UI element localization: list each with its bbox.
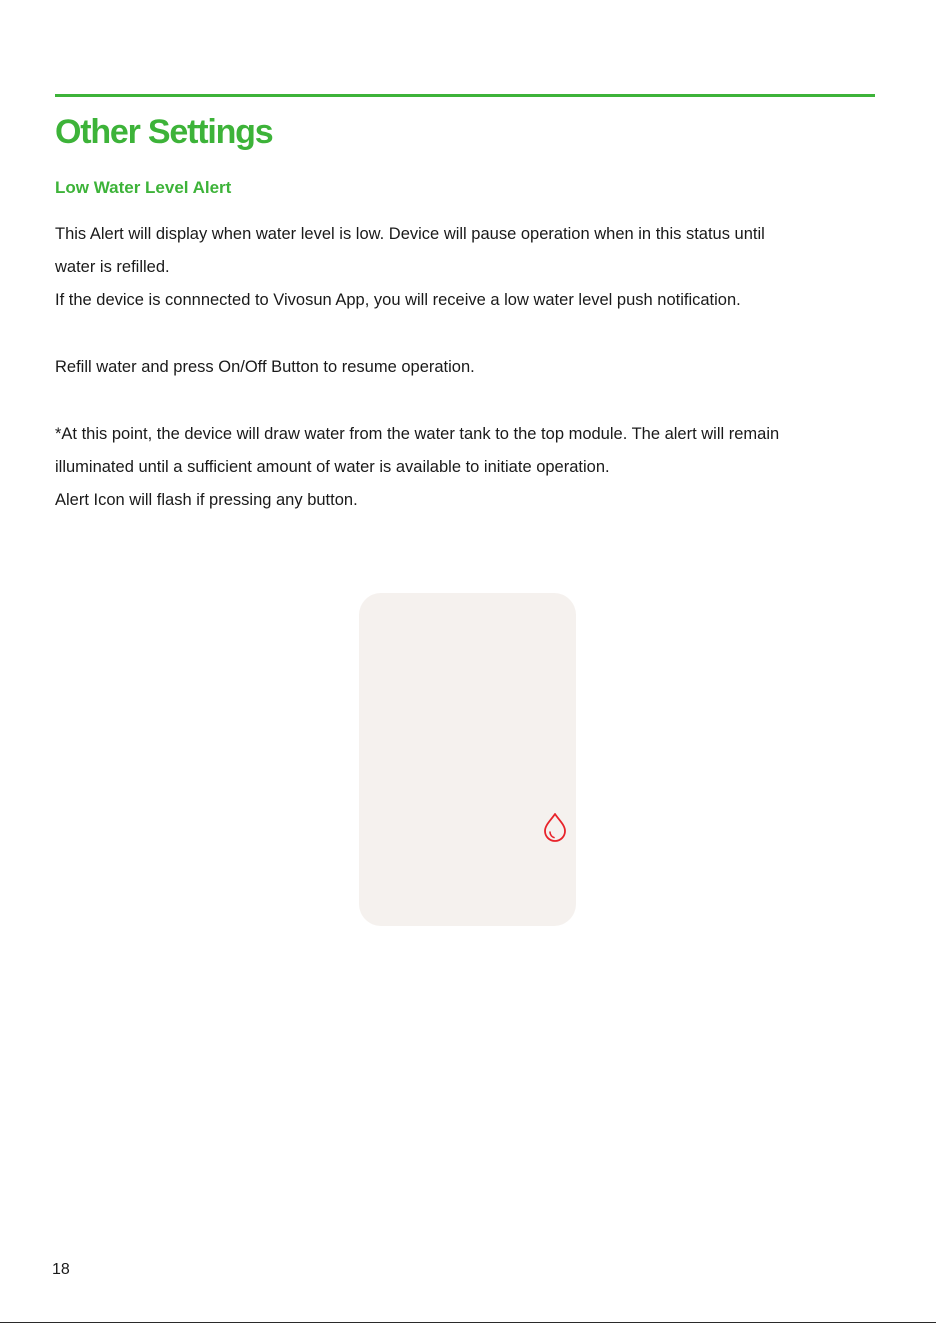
paragraph-line: *At this point, the device will draw water from the water tank to the top module. The alert will remain xyxy=(55,425,780,443)
header-divider xyxy=(55,94,875,97)
page-title: Other Settings xyxy=(55,113,273,151)
alert-description-paragraph xyxy=(55,218,885,317)
device-display-panel xyxy=(359,593,576,926)
paragraph-line: water is refilled. xyxy=(55,258,170,276)
paragraph-line: This Alert will display when water level is low. Device will pause operation when in this status until xyxy=(55,225,765,243)
paragraph-line: Refill water and press On/Off Button to resume operation. xyxy=(55,358,475,376)
paragraph-line: If the device is connnected to Vivosun App, you will receive a low water level push notification. xyxy=(55,291,741,309)
paragraph-line: Alert Icon will flash if pressing any button. xyxy=(55,491,358,509)
water-drop-icon xyxy=(542,812,568,842)
note-paragraph xyxy=(55,418,885,517)
footer-divider xyxy=(0,1322,936,1323)
section-heading: Low Water Level Alert xyxy=(55,178,232,197)
refill-instruction-paragraph xyxy=(55,351,885,384)
page-number: 18 xyxy=(52,1261,70,1278)
paragraph-line: illuminated until a sufficient amount of water is available to initiate operation. xyxy=(55,458,610,476)
